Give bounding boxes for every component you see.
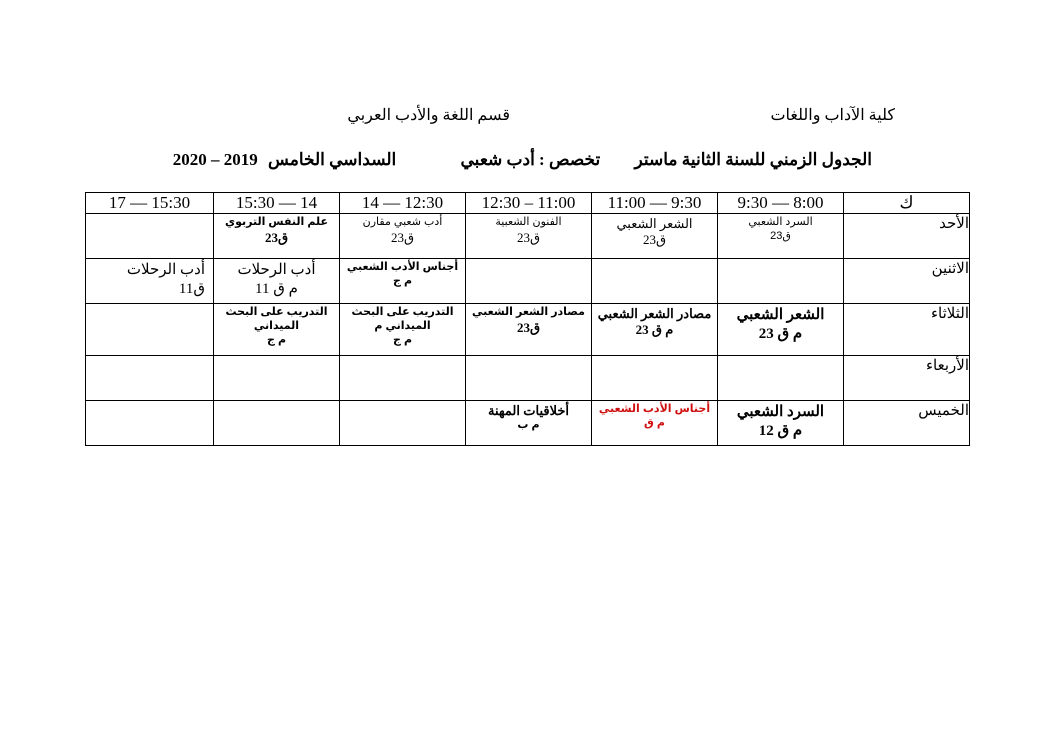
room-code: م ج xyxy=(266,333,287,346)
semester-label: السداسي الخامس xyxy=(268,150,397,169)
session-cell xyxy=(214,259,340,304)
session-cell xyxy=(86,259,214,304)
room-code: ق23 xyxy=(516,319,541,335)
session-cell xyxy=(592,259,718,304)
corner-cell: ك xyxy=(844,193,970,214)
course-name: الشعر الشعبي xyxy=(616,216,693,231)
room-code: م ق 12 xyxy=(758,422,803,439)
slot-header-1: 8:00 — 9:30 xyxy=(718,193,844,214)
slot-header-4: 12:30 — 14 xyxy=(340,193,466,214)
session-cell xyxy=(214,214,340,259)
course-name: التدريب على البحث الميداني xyxy=(225,306,328,332)
session-cell xyxy=(340,214,466,259)
session-cell xyxy=(466,259,592,304)
room-code: ق23 xyxy=(516,229,541,245)
course-name: أجناس الأدب الشعبي xyxy=(346,261,459,273)
timetable-header-row xyxy=(86,193,970,214)
session-cell xyxy=(340,356,466,401)
room-code: ق11 xyxy=(178,280,205,297)
session-cell xyxy=(214,304,340,356)
session-cell xyxy=(718,401,844,446)
specialty-label: تخصص : أدب شعبي xyxy=(460,150,601,169)
slot-header-5: 14 — 15:30 xyxy=(214,193,340,214)
course-name: علم النفس التربوي xyxy=(225,216,328,228)
course-name: التدريب على البحث xyxy=(351,306,454,318)
session-cell xyxy=(592,214,718,259)
course-name: السرد الشعبي xyxy=(748,216,813,228)
course-name: الفنون الشعبية xyxy=(495,216,562,228)
session-cell xyxy=(718,259,844,304)
schedule-title-text: الجدول الزمني للسنة الثانية ماستر xyxy=(634,150,872,169)
department-name: قسم اللغة والأدب العربي xyxy=(347,107,510,124)
session-cell xyxy=(592,356,718,401)
session-cell xyxy=(718,356,844,401)
course-name: مصادر الشعر الشعبي xyxy=(472,306,585,318)
slot-header-2: 9:30 — 11:00 xyxy=(592,193,718,214)
room-code: م ق 23 xyxy=(635,322,674,338)
table-row xyxy=(86,214,970,259)
room-code: م ج xyxy=(392,274,413,287)
room-code: م ق xyxy=(644,416,665,429)
day-label: الأربعاء xyxy=(844,356,970,401)
session-cell xyxy=(718,214,844,259)
session-cell xyxy=(86,214,214,259)
slot-header-6: 15:30 — 17 xyxy=(86,193,214,214)
session-cell xyxy=(466,356,592,401)
room-code: م ق 23 xyxy=(758,325,803,342)
room-code: ق23 xyxy=(642,232,667,248)
session-cell xyxy=(340,259,466,304)
course-name: السرد الشعبي xyxy=(736,404,825,420)
session-cell xyxy=(466,304,592,356)
session-cell xyxy=(718,304,844,356)
day-label: الأحد xyxy=(844,214,970,259)
room-code: ق23 xyxy=(770,229,791,242)
session-cell xyxy=(214,401,340,446)
session-cell xyxy=(214,356,340,401)
session-cell xyxy=(466,214,592,259)
academic-year: 2019 – 2020 xyxy=(172,150,258,169)
day-label: الخميس xyxy=(844,401,970,446)
course-name: الشعر الشعبي xyxy=(736,307,825,323)
course-name: أدب الرحلات xyxy=(126,262,205,278)
table-row xyxy=(86,356,970,401)
table-row xyxy=(86,401,970,446)
course-name: أخلاقيات المهنة xyxy=(488,403,569,418)
slot-header-3: 11:00 – 12:30 xyxy=(466,193,592,214)
course-name-cont: الميداني م xyxy=(374,319,431,332)
schedule-title xyxy=(173,150,872,170)
room-code: م ق 11 xyxy=(255,280,298,297)
room-code: ق23 xyxy=(264,229,289,245)
table-row xyxy=(86,304,970,356)
session-cell xyxy=(340,401,466,446)
timetable xyxy=(85,192,970,446)
session-cell xyxy=(592,401,718,446)
day-label: الاثنين xyxy=(844,259,970,304)
day-label: الثلاثاء xyxy=(844,304,970,356)
session-cell xyxy=(86,356,214,401)
table-row xyxy=(86,259,970,304)
session-cell xyxy=(592,304,718,356)
room-code: ق23 xyxy=(390,229,415,245)
room-code: م ب xyxy=(517,419,540,432)
session-cell xyxy=(86,304,214,356)
college-name: كلية الآداب واللغات xyxy=(770,107,895,124)
course-name: أجناس الأدب الشعبي xyxy=(598,403,711,415)
session-cell xyxy=(340,304,466,356)
session-cell xyxy=(86,401,214,446)
session-cell xyxy=(466,401,592,446)
course-name: مصادر الشعر الشعبي xyxy=(597,306,712,321)
course-name: أدب الرحلات xyxy=(237,262,316,278)
room-code: م ج xyxy=(392,333,413,346)
course-name: أدب شعبي مقارن xyxy=(362,216,443,228)
